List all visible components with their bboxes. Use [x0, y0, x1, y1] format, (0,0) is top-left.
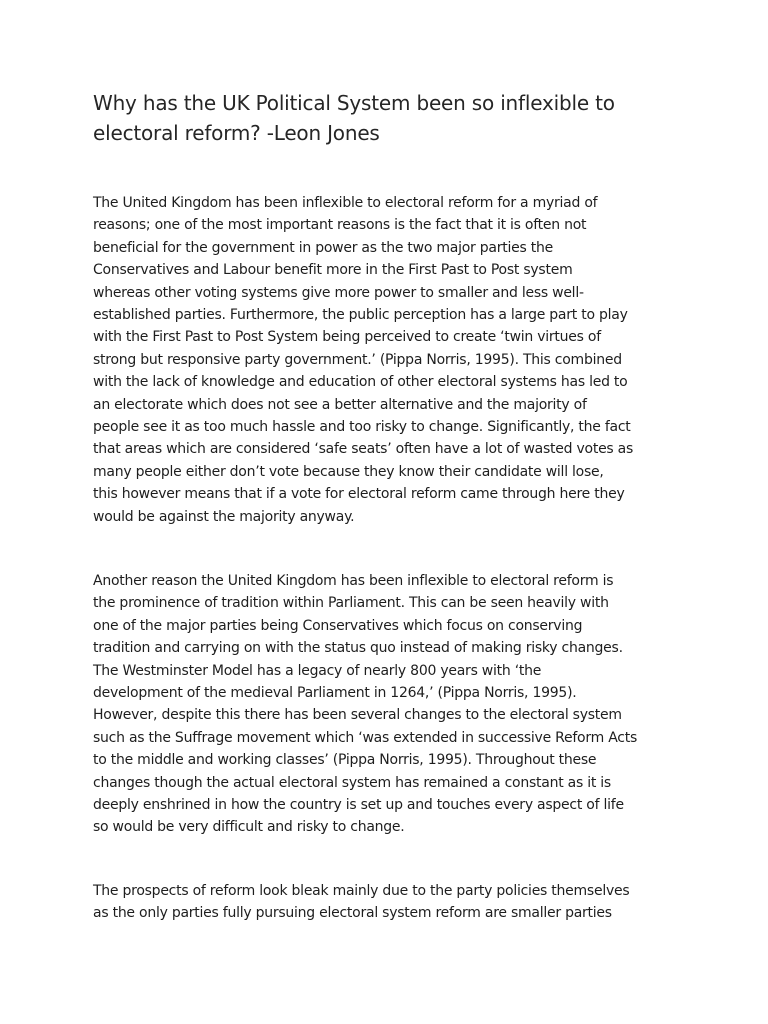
- paragraph-line: established parties. Furthermore, the public perception has a large part to play: [93, 307, 628, 324]
- paragraph-line: whereas other voting systems give more power to smaller and less well-: [93, 284, 584, 301]
- paragraph-line: strong but responsive party government.’ (Pippa Norris, 1995). This combined: [93, 351, 622, 368]
- paragraph-line: changes though the actual electoral system has remained a constant as it is: [93, 774, 611, 791]
- title-line: Why has the UK Political System been so inflexible to: [93, 91, 615, 115]
- paragraph-line: development of the medieval Parliament in 1264,’ (Pippa Norris, 1995).: [93, 685, 577, 702]
- paragraph-line: The Westminster Model has a legacy of nearly 800 years with ‘the: [93, 662, 542, 679]
- paragraph-line: However, despite this there has been several changes to the electoral system: [93, 707, 622, 724]
- paragraph-line: to the middle and working classes’ (Pippa Norris, 1995). Throughout these: [93, 752, 597, 769]
- paragraph-line: this however means that if a vote for electoral reform came through here they: [93, 486, 625, 503]
- paragraph-line: beneficial for the government in power as the two major parties the: [93, 239, 553, 256]
- title-line: electoral reform? -Leon Jones: [93, 121, 380, 145]
- paragraph-line: with the First Past to Post System being perceived to create ‘twin virtues of: [93, 329, 601, 346]
- paragraph-line: deeply enshrined in how the country is set up and touches every aspect of life: [93, 797, 624, 814]
- paragraph-line: would be against the majority anyway.: [93, 508, 355, 525]
- paragraph-3: [93, 880, 629, 925]
- paragraph-line: an electorate which does not see a better alternative and the majority of: [93, 396, 587, 413]
- paragraph-line: many people either don’t vote because they know their candidate will lose,: [93, 463, 604, 480]
- document-title: [93, 88, 693, 148]
- paragraph-line: one of the major parties being Conservatives which focus on conserving: [93, 617, 583, 634]
- paragraph-line: people see it as too much hassle and too risky to change. Significantly, the fact: [93, 419, 631, 436]
- paragraph-line: Conservatives and Labour benefit more in the First Past to Post system: [93, 262, 573, 279]
- paragraph-line: the prominence of tradition within Parliament. This can be seen heavily with: [93, 595, 609, 612]
- paragraph-line: with the lack of knowledge and education of other electoral systems has led to: [93, 374, 628, 391]
- document-page: [93, 88, 693, 922]
- paragraph-2: [93, 570, 637, 839]
- paragraph-line: that areas which are considered ‘safe seats’ often have a lot of wasted votes as: [93, 441, 634, 458]
- paragraph-1: [93, 192, 633, 528]
- paragraph-line: The United Kingdom has been inflexible to electoral reform for a myriad of: [93, 195, 598, 211]
- paragraph-line: so would be very difficult and risky to change.: [93, 819, 405, 836]
- paragraph-line: The prospects of reform look bleak mainly due to the party policies themselves: [93, 883, 630, 899]
- paragraph-line: reasons; one of the most important reasons is the fact that it is often not: [93, 217, 587, 234]
- paragraph-line: Another reason the United Kingdom has been inflexible to electoral reform is: [93, 573, 614, 589]
- paragraph-line: such as the Suffrage movement which ‘was extended in successive Reform Acts: [93, 729, 638, 746]
- paragraph-line: tradition and carrying on with the status quo instead of making risky changes.: [93, 640, 623, 657]
- paragraph-line: as the only parties fully pursuing electoral system reform are smaller parties: [93, 905, 612, 922]
